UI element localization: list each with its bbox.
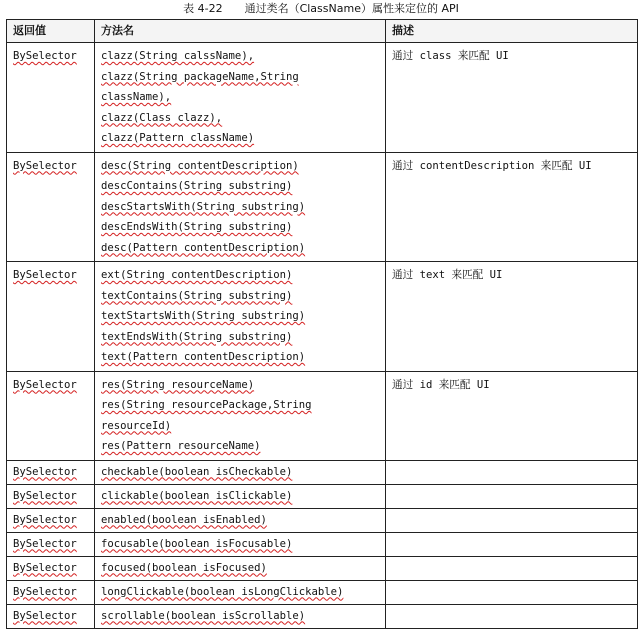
method-signature: text(Pattern contentDescription): [101, 351, 306, 363]
method-signature: descContains(String substring): [101, 180, 293, 192]
method-signature: res(String resourcePackage,String: [101, 399, 312, 411]
return-type: BySelector: [13, 269, 77, 281]
method-signature: textEndsWith(String substring): [101, 330, 293, 343]
desc-cell: [386, 152, 638, 262]
return-type: BySelector: [13, 585, 77, 598]
method-signature: descEndsWith(String substring): [101, 221, 293, 233]
description: [392, 557, 631, 580]
return-cell: [7, 262, 95, 372]
return-type: BySelector: [13, 159, 77, 172]
header-desc: 描述: [386, 20, 638, 43]
return-cell: [7, 604, 95, 628]
method-signature: clickable(boolean isClickable): [101, 489, 293, 502]
return-cell: [7, 43, 95, 153]
method-signature: focusable(boolean isFocusable): [101, 537, 293, 550]
description: [392, 509, 631, 532]
method-signature: desc(Pattern contentDescription): [101, 241, 306, 254]
table-row: [7, 604, 638, 628]
method-cell: [95, 262, 386, 372]
desc-cell: [386, 484, 638, 508]
description: 通过 id 来匹配 UI: [392, 378, 490, 391]
return-cell: [7, 371, 95, 460]
method-signature: res(String resourceName): [101, 378, 255, 391]
method-signature: resourceId): [101, 419, 172, 432]
desc-cell: [386, 556, 638, 580]
return-type: BySelector: [13, 489, 77, 502]
table-row: [7, 484, 638, 508]
table-row: [7, 532, 638, 556]
method-signature: clazz(String packageName,String: [101, 70, 299, 83]
return-cell: [7, 484, 95, 508]
desc-cell: [386, 532, 638, 556]
table-row: [7, 152, 638, 262]
method-cell: [95, 460, 386, 484]
header-method: 方法名: [95, 20, 386, 43]
return-type: BySelector: [13, 513, 77, 526]
method-signature: desc(String contentDescription): [101, 159, 299, 172]
api-table: [6, 19, 638, 629]
method-cell: [95, 484, 386, 508]
method-cell: [95, 152, 386, 262]
return-cell: [7, 556, 95, 580]
description: [392, 581, 631, 604]
return-type: BySelector: [13, 465, 77, 478]
return-type: BySelector: [13, 561, 77, 574]
description: [392, 485, 631, 508]
table-row: [7, 556, 638, 580]
description: [392, 605, 631, 628]
method-signature: ext(String contentDescription): [101, 269, 293, 281]
table-row: [7, 580, 638, 604]
table-row: [7, 262, 638, 372]
desc-cell: [386, 371, 638, 460]
header-return: 返回值: [7, 20, 95, 43]
description: 通过 text 来匹配 UI: [392, 269, 503, 281]
description: 通过 class 来匹配 UI: [392, 50, 509, 62]
description: [392, 461, 631, 484]
method-signature: className),: [101, 91, 172, 103]
method-signature: res(Pattern resourceName): [101, 440, 261, 452]
method-cell: [95, 43, 386, 153]
method-cell: [95, 604, 386, 628]
method-cell: [95, 556, 386, 580]
table-row: [7, 460, 638, 484]
desc-cell: [386, 508, 638, 532]
return-type: BySelector: [13, 537, 77, 550]
table-row: [7, 43, 638, 153]
return-type: BySelector: [13, 50, 77, 62]
table-caption: 表 4-22 通过类名（ClassName）属性来定位的 API: [183, 2, 459, 15]
method-signature: clazz(String calssName),: [101, 50, 255, 62]
method-cell: [95, 508, 386, 532]
description: 通过 contentDescription 来匹配 UI: [392, 159, 592, 172]
method-signature: longClickable(boolean isLongClickable): [101, 585, 344, 598]
header-row: [7, 20, 638, 43]
method-signature: clazz(Class clazz),: [101, 111, 223, 124]
method-cell: [95, 580, 386, 604]
desc-cell: [386, 262, 638, 372]
method-signature: checkable(boolean isCheckable): [101, 465, 293, 478]
description: [392, 533, 631, 556]
method-signature: focused(boolean isFocused): [101, 561, 267, 574]
method-signature: enabled(boolean isEnabled): [101, 513, 267, 526]
method-signature: descStartsWith(String substring): [101, 200, 306, 213]
method-signature: scrollable(boolean isScrollable): [101, 609, 306, 622]
method-signature: textContains(String substring): [101, 289, 293, 302]
return-cell: [7, 532, 95, 556]
return-cell: [7, 508, 95, 532]
table-row: [7, 371, 638, 460]
return-type: BySelector: [13, 378, 77, 391]
return-type: BySelector: [13, 609, 77, 622]
method-signature: textStartsWith(String substring): [101, 310, 306, 322]
method-cell: [95, 532, 386, 556]
desc-cell: [386, 604, 638, 628]
return-cell: [7, 152, 95, 262]
desc-cell: [386, 460, 638, 484]
return-cell: [7, 460, 95, 484]
desc-cell: [386, 43, 638, 153]
table-row: [7, 508, 638, 532]
return-cell: [7, 580, 95, 604]
method-cell: [95, 371, 386, 460]
method-signature: clazz(Pattern className): [101, 132, 255, 144]
desc-cell: [386, 580, 638, 604]
